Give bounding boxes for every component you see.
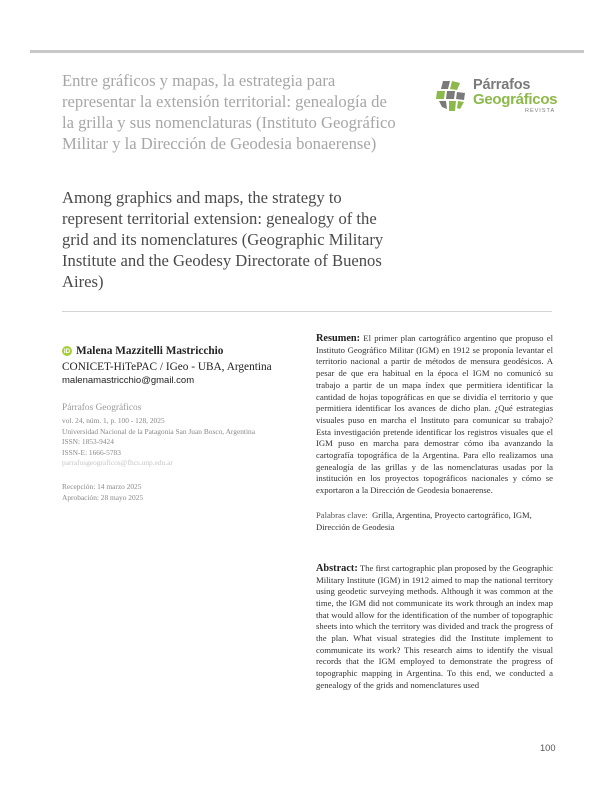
abstract-spanish-text: El primer plan cartográfico argentino que propuso el Instituto Geográfico Militar (IGM) en 1912 se proponía levantar el territorio nacional a partir de métodos de mensura geodésicos. A pesar de que era habitual en la época el IGM no comunicó su trabajo a partir de un mapa índex que permitiera identificar la cantidad de hojas topográficas en que se dividía el territorio y que permitiera identificar los avances de dicho plan. ¿Qué estrategias visuales puso en marcha el Instituto para comunicar su trabajo? Esta investigación pretende identificar los registros visuales que el IGM puso en marcha para demostrar cómo iba avanzando la cartografía topográfica de la Argentina. Para ello realizamos una genealogía de las grillas y de las nomenclaturas usadas por la institución en los proyectos topográficos nacionales y cómo se exportaron a la Dirección de Geodesia bonaerense. bbox=[316, 333, 553, 496]
page-number: 100 bbox=[540, 743, 556, 753]
journal-logo bbox=[433, 78, 573, 118]
abstract-column bbox=[316, 333, 553, 692]
journal-contact-email[interactable]: parrafosgeograficos@fhcs.unp.edu.ar bbox=[62, 458, 173, 468]
journal-metadata bbox=[62, 416, 302, 469]
author-affiliation: CONICET-HiTePAC / IGeo - UBA, Argentina bbox=[62, 361, 272, 373]
section-divider bbox=[62, 311, 552, 312]
logo-title-line2: Geográficos bbox=[473, 91, 558, 108]
article-dates bbox=[62, 482, 302, 503]
approved-date: Aprobación: 28 mayo 2025 bbox=[62, 492, 144, 502]
top-rule bbox=[30, 50, 584, 53]
journal-issn-e: ISSN-E: 1666-5783 bbox=[62, 447, 121, 457]
journal-volume: vol. 24, núm. 1, p. 100 - 128, 2025 bbox=[62, 416, 165, 425]
title-english: Among graphics and maps, the strategy to represent territorial extension: genealogy of the grid and its nomenclatures (Geographic Military Institute and the Geodesy Directorate of Buenos Aires) bbox=[62, 188, 384, 291]
globe-logo-icon bbox=[433, 78, 469, 114]
journal-name: Párrafos Geográficos bbox=[62, 403, 142, 413]
journal-issn: ISSN: 1853-9424 bbox=[62, 437, 114, 447]
logo-title-line1: Párrafos bbox=[473, 77, 531, 93]
author-email[interactable]: malenamastricchio@gmail.com bbox=[62, 375, 195, 386]
keywords-text: Grilla, Argentina, Proyecto cartográfico, IGM, Dirección de Geodesia bbox=[316, 509, 532, 532]
abstract-spanish-heading: Resumen: bbox=[316, 333, 361, 344]
title-spanish: Entre gráficos y mapas, la estrategia para representar la extensión territorial: genealogía de la grilla y sus nomenclaturas (Instituto Geográfico Militar y la Dirección de Geodesia bonaerense) bbox=[62, 71, 396, 153]
abstract-english bbox=[316, 563, 553, 692]
author-name: Malena Mazzitelli Mastricchio bbox=[76, 345, 224, 357]
received-date: Recepción: 14 marzo 2025 bbox=[62, 481, 142, 491]
abstract-spanish bbox=[316, 333, 553, 497]
keywords bbox=[316, 509, 553, 533]
orcid-icon[interactable]: iD bbox=[63, 347, 71, 355]
journal-university: Universidad Nacional de la Patagonia San Juan Bosco, Argentina bbox=[62, 426, 256, 436]
abstract-english-heading: Abstract: bbox=[316, 562, 358, 574]
abstract-english-text: The first cartographic plan proposed by the Geographic Military Institute (IGM) in 1912 aimed to map the national territory using geodetic surveying methods. Although it was common at the time, the IGM did not communicate its work through an index map that would allow for the identification of the number of topographic sheets into which the territory was divided and track the progress of the plan. What visual strategies did the Institute implement to communicate its work? This research aims to identify the visual records that the IGM employed to demonstrate the progress of topographic mapping in Argentina. To this end, we conducted a genealogy of the grids and nomenclatures used bbox=[316, 562, 553, 690]
author-info-column bbox=[62, 344, 302, 503]
author-line bbox=[62, 344, 302, 358]
keywords-label: Palabras clave: bbox=[316, 509, 368, 520]
logo-tagline: REVISTA bbox=[525, 108, 556, 114]
